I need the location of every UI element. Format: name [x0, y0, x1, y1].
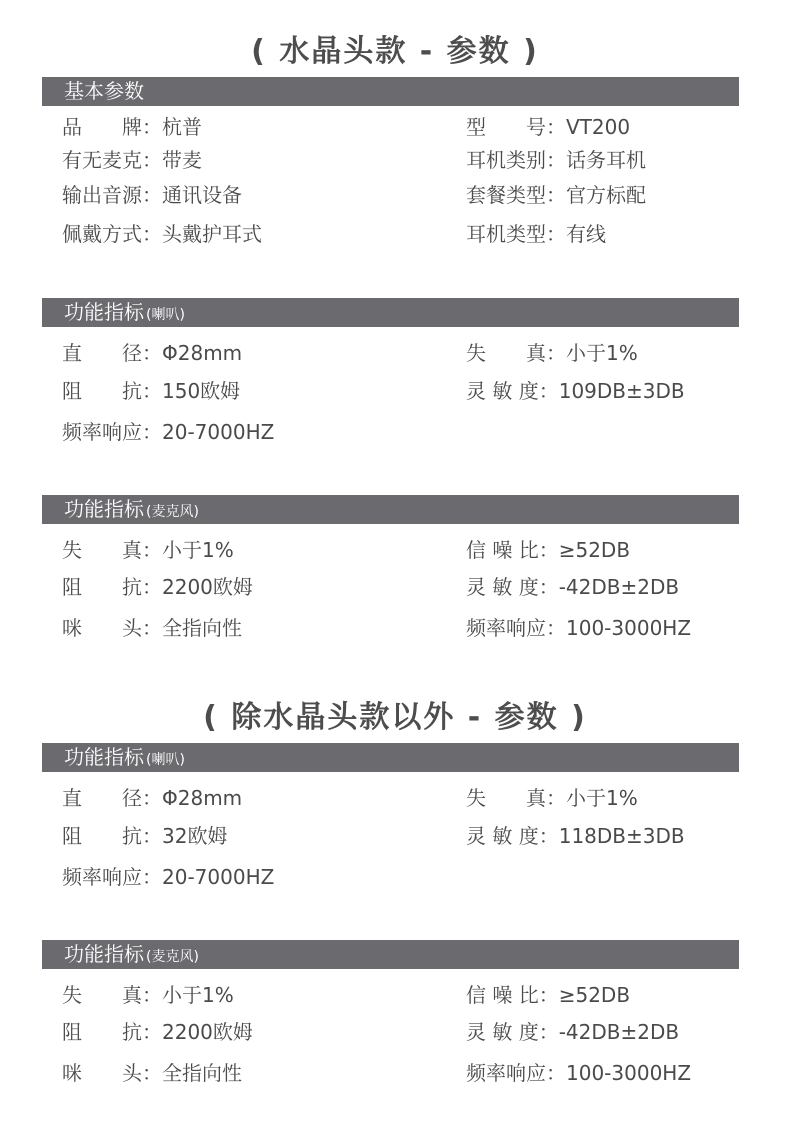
param-distortion	[62, 980, 234, 1010]
param-value: 小于1%	[566, 786, 638, 810]
param-label: 信 噪 比：	[466, 983, 559, 1007]
section-label: 功能指标	[64, 300, 144, 324]
param-value: 20-7000HZ	[162, 865, 275, 889]
section-sublabel: (喇叭)	[146, 752, 185, 768]
param-value: 118DB±3DB	[558, 824, 685, 848]
section-sublabel: (麦克风)	[146, 949, 199, 965]
section-header-speaker	[42, 743, 739, 772]
param-value: Φ28mm	[162, 786, 243, 810]
param-label: 咪 头：	[62, 616, 162, 640]
param-distortion	[466, 783, 638, 813]
param-label: 直 径：	[62, 786, 162, 810]
param-value: 2200欧姆	[162, 575, 253, 599]
param-value: 全指向性	[162, 616, 242, 640]
param-impedance	[62, 376, 240, 406]
param-label: 阻 抗：	[62, 1020, 162, 1044]
param-label: 灵 敏 度：	[466, 1020, 559, 1044]
param-label: 频率响应：	[62, 420, 162, 444]
param-value: 小于1%	[566, 341, 638, 365]
param-sensitivity	[466, 821, 685, 851]
section-header-microphone	[42, 940, 739, 969]
param-snr	[466, 535, 630, 565]
page-title-crystal: ( 水晶头款 - 参数 )	[251, 34, 539, 69]
param-value: ≥52DB	[558, 983, 631, 1007]
param-capsule	[62, 1058, 242, 1088]
param-value: 150欧姆	[162, 379, 241, 403]
param-model	[466, 112, 630, 142]
param-value: 官方标配	[566, 183, 646, 207]
param-label: 失 真：	[466, 341, 566, 365]
param-snr	[466, 980, 630, 1010]
param-value: 小于1%	[162, 983, 234, 1007]
param-value: 小于1%	[162, 538, 234, 562]
section-label: 功能指标	[64, 497, 144, 521]
param-frequency	[466, 613, 691, 643]
param-value: 100-3000HZ	[566, 616, 692, 640]
param-value: 20-7000HZ	[162, 420, 275, 444]
param-value: 杭普	[162, 115, 202, 139]
param-label: 咪 头：	[62, 1061, 162, 1085]
param-label: 耳机类型：	[466, 222, 566, 246]
param-diameter	[62, 783, 242, 813]
param-label: 阻 抗：	[62, 575, 162, 599]
param-label: 频率响应：	[466, 616, 566, 640]
param-impedance	[62, 1017, 253, 1047]
param-sensitivity	[466, 572, 679, 602]
param-label: 失 真：	[62, 983, 162, 1007]
param-category	[466, 145, 646, 175]
param-value: -42DB±2DB	[558, 575, 680, 599]
param-value: 32欧姆	[162, 824, 228, 848]
param-distortion	[62, 535, 234, 565]
param-label: 频率响应：	[466, 1061, 566, 1085]
param-value: 头戴护耳式	[162, 222, 262, 246]
param-label: 阻 抗：	[62, 824, 162, 848]
param-sensitivity	[466, 376, 685, 406]
param-distortion	[466, 338, 638, 368]
param-label: 频率响应：	[62, 865, 162, 889]
param-value: Φ28mm	[162, 341, 243, 365]
param-label: 套餐类型：	[466, 183, 566, 207]
param-value: -42DB±2DB	[558, 1020, 680, 1044]
param-brand	[62, 112, 202, 142]
param-label: 信 噪 比：	[466, 538, 559, 562]
param-impedance	[62, 821, 227, 851]
section-label: 功能指标	[64, 745, 144, 769]
param-value: 全指向性	[162, 1061, 242, 1085]
param-package	[466, 180, 646, 210]
param-mic	[62, 145, 202, 175]
param-wear	[62, 219, 262, 249]
param-label: 灵 敏 度：	[466, 379, 559, 403]
param-frequency	[466, 1058, 691, 1088]
param-value: 通讯设备	[162, 183, 242, 207]
param-label: 有无麦克：	[62, 148, 162, 172]
section-header-microphone	[42, 495, 739, 524]
param-sensitivity	[466, 1017, 679, 1047]
section-sublabel: (喇叭)	[146, 307, 185, 323]
section-label: 功能指标	[64, 942, 144, 966]
param-label: 失 真：	[466, 786, 566, 810]
param-value: 带麦	[162, 148, 202, 172]
param-value: VT200	[566, 115, 631, 139]
page-title-other: ( 除水晶头款以外 - 参数 )	[203, 700, 587, 735]
param-value: 话务耳机	[566, 148, 646, 172]
param-value: 100-3000HZ	[566, 1061, 692, 1085]
param-value: 109DB±3DB	[558, 379, 685, 403]
param-value: 2200欧姆	[162, 1020, 253, 1044]
param-label: 品 牌：	[62, 115, 162, 139]
param-label: 直 径：	[62, 341, 162, 365]
param-label: 输出音源：	[62, 183, 162, 207]
param-frequency	[62, 862, 274, 892]
param-label: 灵 敏 度：	[466, 575, 559, 599]
section-header-speaker	[42, 298, 739, 327]
param-label: 佩戴方式：	[62, 222, 162, 246]
param-label: 失 真：	[62, 538, 162, 562]
param-label: 耳机类别：	[466, 148, 566, 172]
param-source	[62, 180, 242, 210]
param-value: ≥52DB	[558, 538, 631, 562]
param-capsule	[62, 613, 242, 643]
section-label: 基本参数	[64, 79, 144, 103]
param-type	[466, 219, 606, 249]
param-diameter	[62, 338, 242, 368]
param-frequency	[62, 417, 274, 447]
section-header-basic	[42, 77, 739, 106]
param-impedance	[62, 572, 253, 602]
param-label: 阻 抗：	[62, 379, 162, 403]
param-value: 有线	[566, 222, 606, 246]
param-label: 灵 敏 度：	[466, 824, 559, 848]
section-sublabel: (麦克风)	[146, 504, 199, 520]
param-label: 型 号：	[466, 115, 566, 139]
